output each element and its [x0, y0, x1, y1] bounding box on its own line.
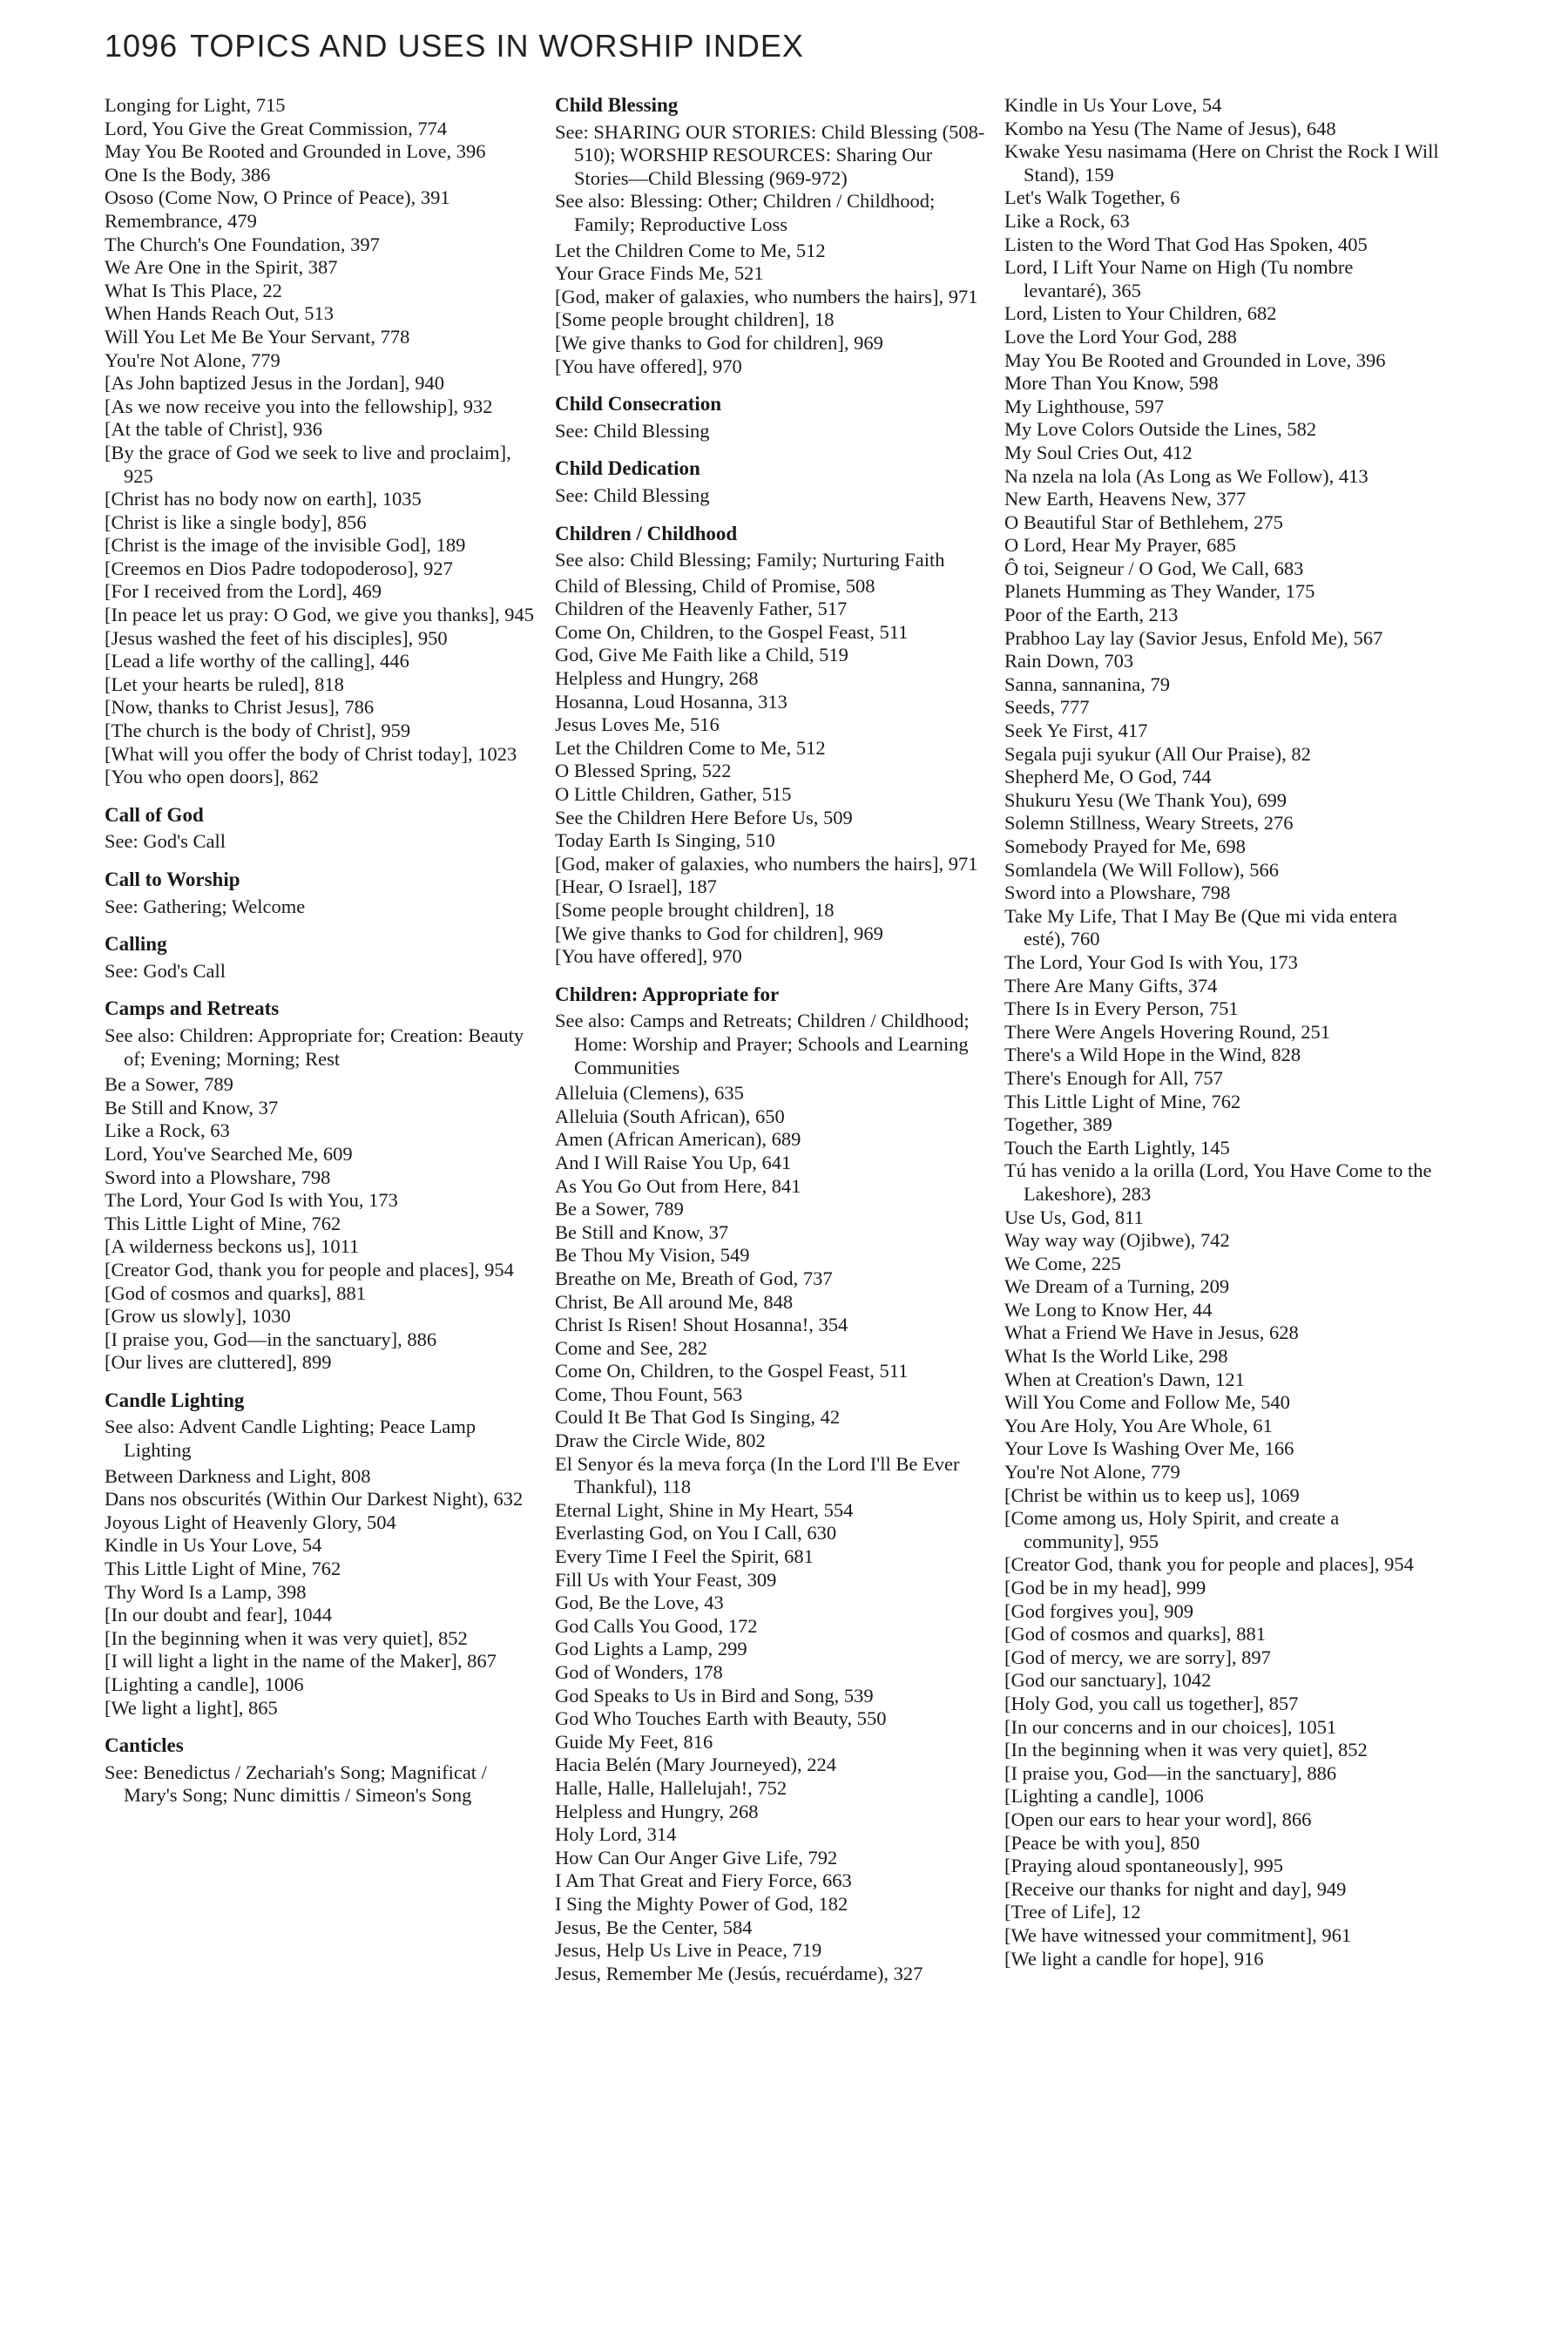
index-entry: Lord, You Give the Great Commission, 774	[105, 117, 448, 139]
index-entry: God Who Touches Earth with Beauty, 550	[555, 1707, 887, 1730]
index-entry: May You Be Rooted and Grounded in Love, 396	[1004, 348, 1386, 371]
index-entry: [Some people brought children], 18	[555, 899, 835, 921]
index-entry: Together, 389	[1004, 1113, 1112, 1136]
cross-reference: See also: Camps and Retreats; Children / Childhood; Home: Worship and Prayer; Schools and Learning Communities	[555, 1010, 970, 1078]
index-entry: There Were Angels Hovering Round, 251	[1004, 1020, 1330, 1043]
index-entry: Will You Come and Follow Me, 540	[1004, 1391, 1290, 1414]
cross-reference: See also: Blessing: Other; Children / Childhood; Family; Reproductive Loss	[555, 190, 936, 235]
index-entry: May You Be Rooted and Grounded in Love, 396	[105, 140, 486, 163]
index-entry: There's a Wild Hope in the Wind, 828	[1004, 1044, 1301, 1066]
cross-reference: See: SHARING OUR STORIES: Child Blessing (508-510); WORSHIP RESOURCES: Sharing Our Stories—Child Blessing (969-972)	[555, 120, 985, 189]
index-entry: Jesus, Remember Me (Jesús, recuérdame), 327	[555, 1962, 923, 1984]
index-entry: [In peace let us pray: O God, we give you thanks], 945	[105, 604, 534, 626]
index-entry: Joyous Light of Heavenly Glory, 504	[105, 1511, 396, 1533]
index-entry: Between Darkness and Light, 808	[105, 1464, 371, 1487]
index-entry: Love the Lord Your God, 288	[1004, 325, 1237, 348]
index-entry: What a Friend We Have in Jesus, 628	[1004, 1321, 1299, 1344]
index-entry: [We give thanks to God for children], 969	[555, 331, 883, 354]
index-entry: Could It Be That God Is Singing, 42	[555, 1406, 841, 1429]
index-entry: [Christ has no body now on earth], 1035	[105, 488, 422, 510]
index-entry: Kindle in Us Your Love, 54	[1004, 94, 1222, 116]
index-entry: [We light a light], 865	[105, 1696, 278, 1719]
index-entry: O Beautiful Star of Bethlehem, 275	[1004, 510, 1283, 533]
index-entry: Shepherd Me, O God, 744	[1004, 766, 1212, 788]
index-entry: When Hands Reach Out, 513	[105, 302, 335, 325]
index-entry: Seeds, 777	[1004, 696, 1090, 719]
index-entry: This Little Light of Mine, 762	[105, 1212, 341, 1234]
index-entry: Jesus Loves Me, 516	[555, 713, 720, 736]
cross-reference: See also: Children: Appropriate for; Creation: Beauty of; Evening; Morning; Rest	[105, 1024, 524, 1070]
index-entry: Let the Children Come to Me, 512	[555, 239, 826, 261]
index-entry: [God forgives you], 909	[1004, 1599, 1194, 1622]
index-entry: See the Children Here Before Us, 509	[555, 806, 853, 828]
index-entry: We Are One in the Spirit, 387	[105, 256, 338, 279]
index-entry: Lord, I Lift Your Name on High (Tu nombre levantaré), 365	[1004, 256, 1354, 301]
index-entry: Will You Let Me Be Your Servant, 778	[105, 325, 410, 348]
index-entry: Rain Down, 703	[1004, 650, 1134, 672]
index-entry: Poor of the Earth, 213	[1004, 604, 1179, 626]
index-entry: [What will you offer the body of Christ today], 1023	[105, 742, 517, 765]
index-entry: Helpless and Hungry, 268	[555, 1800, 759, 1822]
index-entry: Kindle in Us Your Love, 54	[105, 1534, 322, 1557]
index-entry: [You have offered], 970	[555, 355, 742, 377]
page-number: 1096	[105, 28, 179, 64]
index-entry: We Long to Know Her, 44	[1004, 1298, 1213, 1321]
index-entry: Sword into a Plowshare, 798	[105, 1166, 331, 1188]
index-entry: Be a Sower, 789	[555, 1198, 684, 1220]
index-entry: Christ Is Risen! Shout Hosanna!, 354	[555, 1314, 848, 1336]
index-entry: [Now, thanks to Christ Jesus], 786	[105, 696, 375, 719]
index-entry: [Creator God, thank you for people and places], 954	[1004, 1553, 1414, 1576]
index-entry: Kombo na Yesu (The Name of Jesus), 648	[1004, 117, 1336, 139]
index-column-2	[555, 94, 990, 1985]
index-entry: Everlasting God, on You I Call, 630	[555, 1522, 837, 1544]
index-entry: Halle, Halle, Hallelujah!, 752	[555, 1776, 787, 1799]
index-entry: Na nzela na lola (As Long as We Follow), 413	[1004, 464, 1369, 487]
index-entry: [At the table of Christ], 936	[105, 418, 322, 441]
index-entry: There's Enough for All, 757	[1004, 1066, 1223, 1089]
index-entry: There Is in Every Person, 751	[1004, 997, 1239, 1020]
index-entry: [We light a candle for hope], 916	[1004, 1947, 1264, 1970]
index-entry: Shukuru Yesu (We Thank You), 699	[1004, 788, 1288, 811]
index-entry: Alleluia (Clemens), 635	[555, 1082, 744, 1105]
index-entry: There Are Many Gifts, 374	[1004, 974, 1218, 997]
index-entry: Way way way (Ojibwe), 742	[1004, 1229, 1230, 1252]
index-entry: [Holy God, you call us together], 857	[1004, 1692, 1299, 1714]
cross-reference: See: Benedictus / Zechariah's Song; Magnificat / Mary's Song; Nunc dimittis / Simeon's Song	[105, 1761, 487, 1807]
index-entry: [Lead a life worthy of the calling], 446	[105, 650, 409, 672]
index-entry: [By the grace of God we seek to live and proclaim], 925	[105, 441, 511, 487]
index-entry: Amen (African American), 689	[555, 1128, 801, 1151]
index-entry: Somlandela (We Will Follow), 566	[1004, 858, 1279, 881]
index-entry: [God of mercy, we are sorry], 897	[1004, 1646, 1271, 1668]
index-entry: And I Will Raise You Up, 641	[555, 1151, 792, 1173]
index-entry: Sanna, sannanina, 79	[1004, 672, 1170, 695]
index-entry: [Hear, O Israel], 187	[555, 875, 717, 898]
index-entry: I Am That Great and Fiery Force, 663	[555, 1869, 852, 1892]
index-entry: Ô toi, Seigneur / O God, We Call, 683	[1004, 557, 1304, 579]
index-entry: This Little Light of Mine, 762	[1004, 1090, 1241, 1112]
index-entry: Kwake Yesu nasimama (Here on Christ the Rock I Will Stand), 159	[1004, 140, 1439, 186]
index-entry: God of Wonders, 178	[555, 1661, 723, 1683]
index-entry: Eternal Light, Shine in My Heart, 554	[555, 1498, 854, 1521]
index-entry: [In the beginning when it was very quiet], 852	[1004, 1739, 1368, 1761]
index-entry: Be Still and Know, 37	[105, 1096, 279, 1119]
index-entry: What Is This Place, 22	[105, 279, 282, 301]
index-entry: Sword into a Plowshare, 798	[1004, 882, 1231, 904]
index-entry: Be Thou My Vision, 549	[555, 1244, 750, 1267]
index-entry: Like a Rock, 63	[1004, 209, 1130, 232]
index-entry: [Open our ears to hear your word], 866	[1004, 1808, 1312, 1830]
index-entry: The Church's One Foundation, 397	[105, 233, 380, 255]
page-header	[105, 28, 804, 64]
index-column-3	[1004, 94, 1440, 1970]
index-entry: When at Creation's Dawn, 121	[1004, 1368, 1245, 1390]
index-entry: [Grow us slowly], 1030	[105, 1305, 291, 1328]
index-entry: Jesus, Be the Center, 584	[555, 1916, 753, 1938]
cross-reference: See also: Advent Candle Lighting; Peace Lamp Lighting	[105, 1416, 476, 1462]
index-entry: [Peace be with you], 850	[1004, 1831, 1200, 1854]
index-entry: Lord, Listen to Your Children, 682	[1004, 302, 1277, 325]
index-entry: Guide My Feet, 816	[555, 1730, 713, 1753]
index-entry: O Lord, Hear My Prayer, 685	[1004, 534, 1236, 557]
index-entry: [I praise you, God—in the sanctuary], 886	[105, 1328, 437, 1350]
index-entry: God Speaks to Us in Bird and Song, 539	[555, 1684, 874, 1707]
index-entry: God, Be the Love, 43	[555, 1592, 724, 1614]
index-entry: Breathe on Me, Breath of God, 737	[555, 1267, 833, 1289]
topic-heading: Candle Lighting	[105, 1389, 245, 1411]
index-entry: Hosanna, Loud Hosanna, 313	[555, 690, 787, 713]
cross-reference: See: God's Call	[105, 959, 226, 982]
index-entry: Come On, Children, to the Gospel Feast, 511	[555, 1360, 909, 1382]
index-entry: [Creemos en Dios Padre todopoderoso], 927	[105, 557, 453, 579]
index-entry: [I will light a light in the name of the Maker], 867	[105, 1650, 497, 1673]
index-entry: Every Time I Feel the Spirit, 681	[555, 1545, 814, 1568]
index-entry: [Praying aloud spontaneously], 995	[1004, 1855, 1283, 1877]
index-entry: El Senyor és la meva força (In the Lord I'll Be Ever Thankful), 118	[555, 1452, 960, 1498]
cross-reference: See: God's Call	[105, 830, 226, 853]
index-entry: Remembrance, 479	[105, 209, 257, 232]
index-entry: Come, Thou Fount, 563	[555, 1382, 743, 1405]
index-entry: [Tree of Life], 12	[1004, 1901, 1141, 1923]
index-column-1	[105, 94, 540, 1808]
index-entry: Seek Ye First, 417	[1004, 720, 1148, 742]
index-entry: What Is the World Like, 298	[1004, 1345, 1228, 1368]
cross-reference: See: Gathering; Welcome	[105, 895, 306, 917]
index-entry: Dans nos obscurités (Within Our Darkest Night), 632	[105, 1488, 524, 1511]
index-entry: Planets Humming as They Wander, 175	[1004, 580, 1315, 603]
index-entry: Thy Word Is a Lamp, 398	[105, 1580, 307, 1603]
index-entry: New Earth, Heavens New, 377	[1004, 488, 1247, 510]
topic-heading: Child Consecration	[555, 393, 722, 416]
topic-heading: Child Blessing	[555, 94, 679, 116]
index-entry: Lord, You've Searched Me, 609	[105, 1142, 353, 1165]
index-entry: Child of Blessing, Child of Promise, 508	[555, 574, 875, 597]
index-entry: [Some people brought children], 18	[555, 308, 835, 331]
index-entry: Use Us, God, 811	[1004, 1206, 1144, 1228]
index-entry: As You Go Out from Here, 841	[555, 1174, 801, 1197]
index-entry: [Let your hearts be ruled], 818	[105, 672, 344, 695]
index-entry: This Little Light of Mine, 762	[105, 1558, 341, 1580]
index-entry: O Little Children, Gather, 515	[555, 783, 792, 806]
index-entry: Ososo (Come Now, O Prince of Peace), 391	[105, 186, 450, 209]
topic-heading: Calling	[105, 933, 167, 956]
index-entry: Hacia Belén (Mary Journeyed), 224	[555, 1754, 837, 1776]
index-entry: [For I received from the Lord], 469	[105, 580, 382, 603]
index-entry: [Our lives are cluttered], 899	[105, 1351, 332, 1374]
index-entry: Tú has venido a la orilla (Lord, You Have Come to the Lakeshore), 283	[1004, 1159, 1432, 1205]
index-entry: Let's Walk Together, 6	[1004, 186, 1180, 209]
index-entry: Somebody Prayed for Me, 698	[1004, 835, 1246, 857]
index-entry: [Lighting a candle], 1006	[105, 1673, 304, 1695]
index-entry: [Jesus washed the feet of his disciples], 950	[105, 626, 448, 649]
index-entry: Let the Children Come to Me, 512	[555, 736, 826, 759]
index-entry: One Is the Body, 386	[105, 163, 271, 186]
index-entry: [In our concerns and in our choices], 1051	[1004, 1715, 1337, 1738]
index-entry: [As John baptized Jesus in the Jordan], 940	[105, 372, 444, 395]
cross-reference: See: Child Blessing	[555, 419, 710, 442]
index-entry: Alleluia (South African), 650	[555, 1105, 785, 1127]
index-entry: Holy Lord, 314	[555, 1823, 677, 1846]
index-entry: Prabhoo Lay lay (Savior Jesus, Enfold Me), 567	[1004, 626, 1383, 649]
topic-heading: Child Dedication	[555, 457, 700, 480]
index-entry: [Christ is the image of the invisible God], 189	[105, 534, 466, 557]
index-entry: [I praise you, God—in the sanctuary], 886	[1004, 1761, 1337, 1784]
index-entry: [God, maker of galaxies, who numbers the hairs], 971	[555, 852, 978, 875]
index-entry: Segala puji syukur (All Our Praise), 82	[1004, 742, 1311, 765]
index-entry: Today Earth Is Singing, 510	[555, 829, 775, 852]
index-entry: Your Grace Finds Me, 521	[555, 262, 764, 285]
index-entry: God, Give Me Faith like a Child, 519	[555, 644, 848, 666]
index-entry: Come and See, 282	[555, 1336, 707, 1359]
index-entry: You're Not Alone, 779	[1004, 1461, 1180, 1484]
index-entry: We Dream of a Turning, 209	[1004, 1275, 1230, 1298]
topic-heading: Call of God	[105, 803, 204, 826]
index-entry: My Soul Cries Out, 412	[1004, 441, 1193, 463]
index-entry: [Creator God, thank you for people and places], 954	[105, 1258, 514, 1281]
index-entry: [God, maker of galaxies, who numbers the hairs], 971	[555, 285, 978, 308]
topic-heading: Children: Appropriate for	[555, 983, 780, 1005]
index-entry: Jesus, Help Us Live in Peace, 719	[555, 1939, 822, 1962]
index-entry: You Are Holy, You Are Whole, 61	[1004, 1414, 1273, 1436]
topic-heading: Call to Worship	[105, 868, 240, 890]
index-entry: How Can Our Anger Give Life, 792	[555, 1846, 838, 1869]
index-entry: God Calls You Good, 172	[555, 1614, 758, 1637]
index-entry: [Come among us, Holy Spirit, and create a community], 955	[1004, 1507, 1340, 1552]
index-entry: The Lord, Your God Is with You, 173	[1004, 950, 1298, 973]
index-entry: Take My Life, That I May Be (Que mi vida entera esté), 760	[1004, 904, 1397, 950]
index-entry: [In the beginning when it was very quiet], 852	[105, 1626, 468, 1649]
index-entry: [We have witnessed your commitment], 961	[1004, 1923, 1352, 1946]
index-entry: [God of cosmos and quarks], 881	[1004, 1623, 1266, 1646]
index-entry: [God of cosmos and quarks], 881	[105, 1281, 366, 1304]
index-entry: Be a Sower, 789	[105, 1073, 233, 1096]
index-entry: Draw the Circle Wide, 802	[555, 1429, 766, 1452]
index-entry: Fill Us with Your Feast, 309	[555, 1568, 777, 1591]
cross-reference: See: Child Blessing	[555, 483, 710, 506]
index-entry: Be Still and Know, 37	[555, 1220, 729, 1243]
index-entry: My Love Colors Outside the Lines, 582	[1004, 418, 1317, 441]
index-entry: Touch the Earth Lightly, 145	[1004, 1136, 1230, 1159]
index-entry: [You have offered], 970	[555, 945, 742, 968]
index-entry: I Sing the Mighty Power of God, 182	[555, 1892, 848, 1915]
cross-reference: See also: Child Blessing; Family; Nurturing Faith	[555, 549, 945, 571]
index-entry: God Lights a Lamp, 299	[555, 1638, 747, 1660]
index-entry: More Than You Know, 598	[1004, 372, 1219, 395]
index-entry: [Receive our thanks for night and day], 949	[1004, 1877, 1347, 1900]
index-entry: [Christ be within us to keep us], 1069	[1004, 1484, 1300, 1506]
index-entry: [Christ is like a single body], 856	[105, 510, 367, 533]
index-entry: O Blessed Spring, 522	[555, 760, 732, 782]
index-entry: We Come, 225	[1004, 1252, 1121, 1274]
index-entry: Christ, Be All around Me, 848	[555, 1290, 794, 1313]
index-entry: Children of the Heavenly Father, 517	[555, 598, 848, 620]
index-entry: Like a Rock, 63	[105, 1119, 230, 1142]
index-entry: [A wilderness beckons us], 1011	[105, 1235, 360, 1258]
page-title: TOPICS AND USES IN WORSHIP INDEX	[190, 28, 804, 64]
index-entry: Your Love Is Washing Over Me, 166	[1004, 1437, 1294, 1460]
index-entry: [We give thanks to God for children], 969	[555, 922, 883, 944]
index-entry: Listen to the Word That God Has Spoken, 405	[1004, 233, 1368, 255]
index-entry: [You who open doors], 862	[105, 766, 319, 788]
topic-heading: Canticles	[105, 1734, 184, 1757]
index-entry: [God be in my head], 999	[1004, 1577, 1206, 1598]
index-entry: Come On, Children, to the Gospel Feast, 511	[555, 620, 909, 643]
index-entry: Solemn Stillness, Weary Streets, 276	[1004, 812, 1294, 835]
index-entry: My Lighthouse, 597	[1004, 395, 1165, 417]
index-entry: [God our sanctuary], 1042	[1004, 1669, 1212, 1692]
index-entry: The Lord, Your God Is with You, 173	[105, 1189, 398, 1212]
index-entry: Helpless and Hungry, 268	[555, 667, 759, 690]
index-entry: You're Not Alone, 779	[105, 348, 280, 371]
topic-heading: Camps and Retreats	[105, 997, 280, 1020]
index-entry: [As we now receive you into the fellowship], 932	[105, 395, 493, 417]
index-entry: [The church is the body of Christ], 959	[105, 720, 411, 742]
index-entry: Longing for Light, 715	[105, 94, 286, 116]
index-entry: [Lighting a candle], 1006	[1004, 1785, 1204, 1808]
topic-heading: Children / Childhood	[555, 522, 738, 544]
index-entry: [In our doubt and fear], 1044	[105, 1604, 333, 1626]
